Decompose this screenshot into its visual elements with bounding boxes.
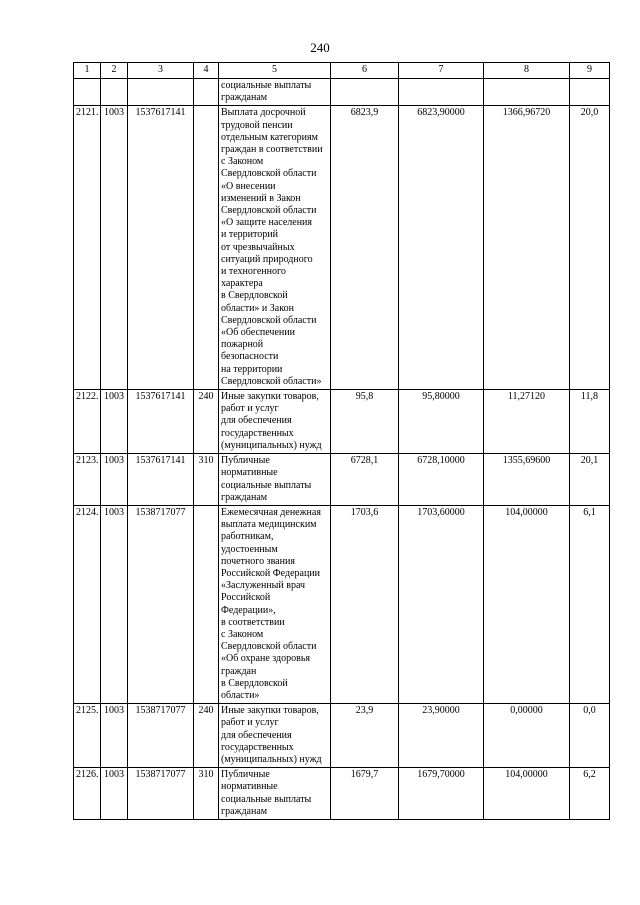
execution-percent: 6,2 [570,768,610,820]
amount-executed: 104,00000 [484,505,570,703]
column-header: 8 [484,63,570,79]
target-code: 1538717077 [128,704,194,768]
amount-plan: 95,8 [331,390,399,454]
amount-plan: 23,9 [331,704,399,768]
table-row [74,768,610,820]
target-code: 1537617141 [128,454,194,506]
column-header: 7 [399,63,484,79]
table-row [74,390,610,454]
row-number: 2121. [74,106,101,390]
row-number [74,79,101,106]
column-header: 4 [194,63,219,79]
row-description: Ежемесячная денежная выплата медицинским работникам, удостоенным почетного звания Российской Федерации «Заслуженный врач Российской Федерации», в соответствии с Законом Свердловской области «Об охране здоровья граждан в Свердловской области» [219,505,331,703]
target-code [128,79,194,106]
expense-type: 310 [194,768,219,820]
amount-plan: 6728,1 [331,454,399,506]
amount-plan: 1703,6 [331,505,399,703]
target-code: 1538717077 [128,768,194,820]
execution-percent: 11,8 [570,390,610,454]
target-code: 1537617141 [128,390,194,454]
execution-percent: 6,1 [570,505,610,703]
section-code: 1003 [101,505,128,703]
section-code: 1003 [101,390,128,454]
amount-executed: 11,27120 [484,390,570,454]
expense-type [194,79,219,106]
column-header: 9 [570,63,610,79]
row-description: Выплата досрочной трудовой пенсии отдельным категориям граждан в соответствии с Законом Свердловской области «О внесении изменений в Закон Свердловской области «О защите населения и территорий от чрезвычайных ситуаций природного и техногенного характера в Свердловской области» и Закон Свердловской области «Об обеспечении пожарной безопасности на территории Свердловской области» [219,106,331,390]
target-code: 1538717077 [128,505,194,703]
execution-percent: 20,1 [570,454,610,506]
table-row [74,505,610,703]
column-header: 2 [101,63,128,79]
execution-percent: 20,0 [570,106,610,390]
amount-approved [399,79,484,106]
row-description: Иные закупки товаров, работ и услуг для обеспечения государственных (муниципальных) нужд [219,704,331,768]
section-code: 1003 [101,768,128,820]
execution-percent [570,79,610,106]
section-code: 1003 [101,454,128,506]
column-header: 3 [128,63,194,79]
expense-type: 240 [194,390,219,454]
amount-executed: 0,00000 [484,704,570,768]
table-row [74,454,610,506]
expense-type [194,106,219,390]
amount-plan [331,79,399,106]
amount-approved: 6728,10000 [399,454,484,506]
amount-approved: 23,90000 [399,704,484,768]
amount-executed [484,79,570,106]
row-description: Публичные нормативные социальные выплаты гражданам [219,454,331,506]
section-code [101,79,128,106]
column-header: 1 [74,63,101,79]
budget-table [73,62,610,820]
row-description: Иные закупки товаров, работ и услуг для обеспечения государственных (муниципальных) нужд [219,390,331,454]
header-row [74,63,610,79]
column-header: 5 [219,63,331,79]
expense-type [194,505,219,703]
table-row [74,106,610,390]
section-code: 1003 [101,704,128,768]
amount-approved: 1679,70000 [399,768,484,820]
table-row [74,704,610,768]
amount-approved: 1703,60000 [399,505,484,703]
target-code: 1537617141 [128,106,194,390]
column-header: 6 [331,63,399,79]
execution-percent: 0,0 [570,704,610,768]
expense-type: 310 [194,454,219,506]
amount-plan: 6823,9 [331,106,399,390]
row-description: Публичные нормативные социальные выплаты гражданам [219,768,331,820]
table-row [74,79,610,106]
row-description: социальные выплаты гражданам [219,79,331,106]
row-number: 2126. [74,768,101,820]
row-number: 2124. [74,505,101,703]
amount-executed: 1366,96720 [484,106,570,390]
amount-approved: 6823,90000 [399,106,484,390]
amount-approved: 95,80000 [399,390,484,454]
amount-executed: 1355,69600 [484,454,570,506]
section-code: 1003 [101,106,128,390]
row-number: 2123. [74,454,101,506]
page-number: 240 [310,40,330,55]
expense-type: 240 [194,704,219,768]
amount-plan: 1679,7 [331,768,399,820]
amount-executed: 104,00000 [484,768,570,820]
row-number: 2125. [74,704,101,768]
row-number: 2122. [74,390,101,454]
